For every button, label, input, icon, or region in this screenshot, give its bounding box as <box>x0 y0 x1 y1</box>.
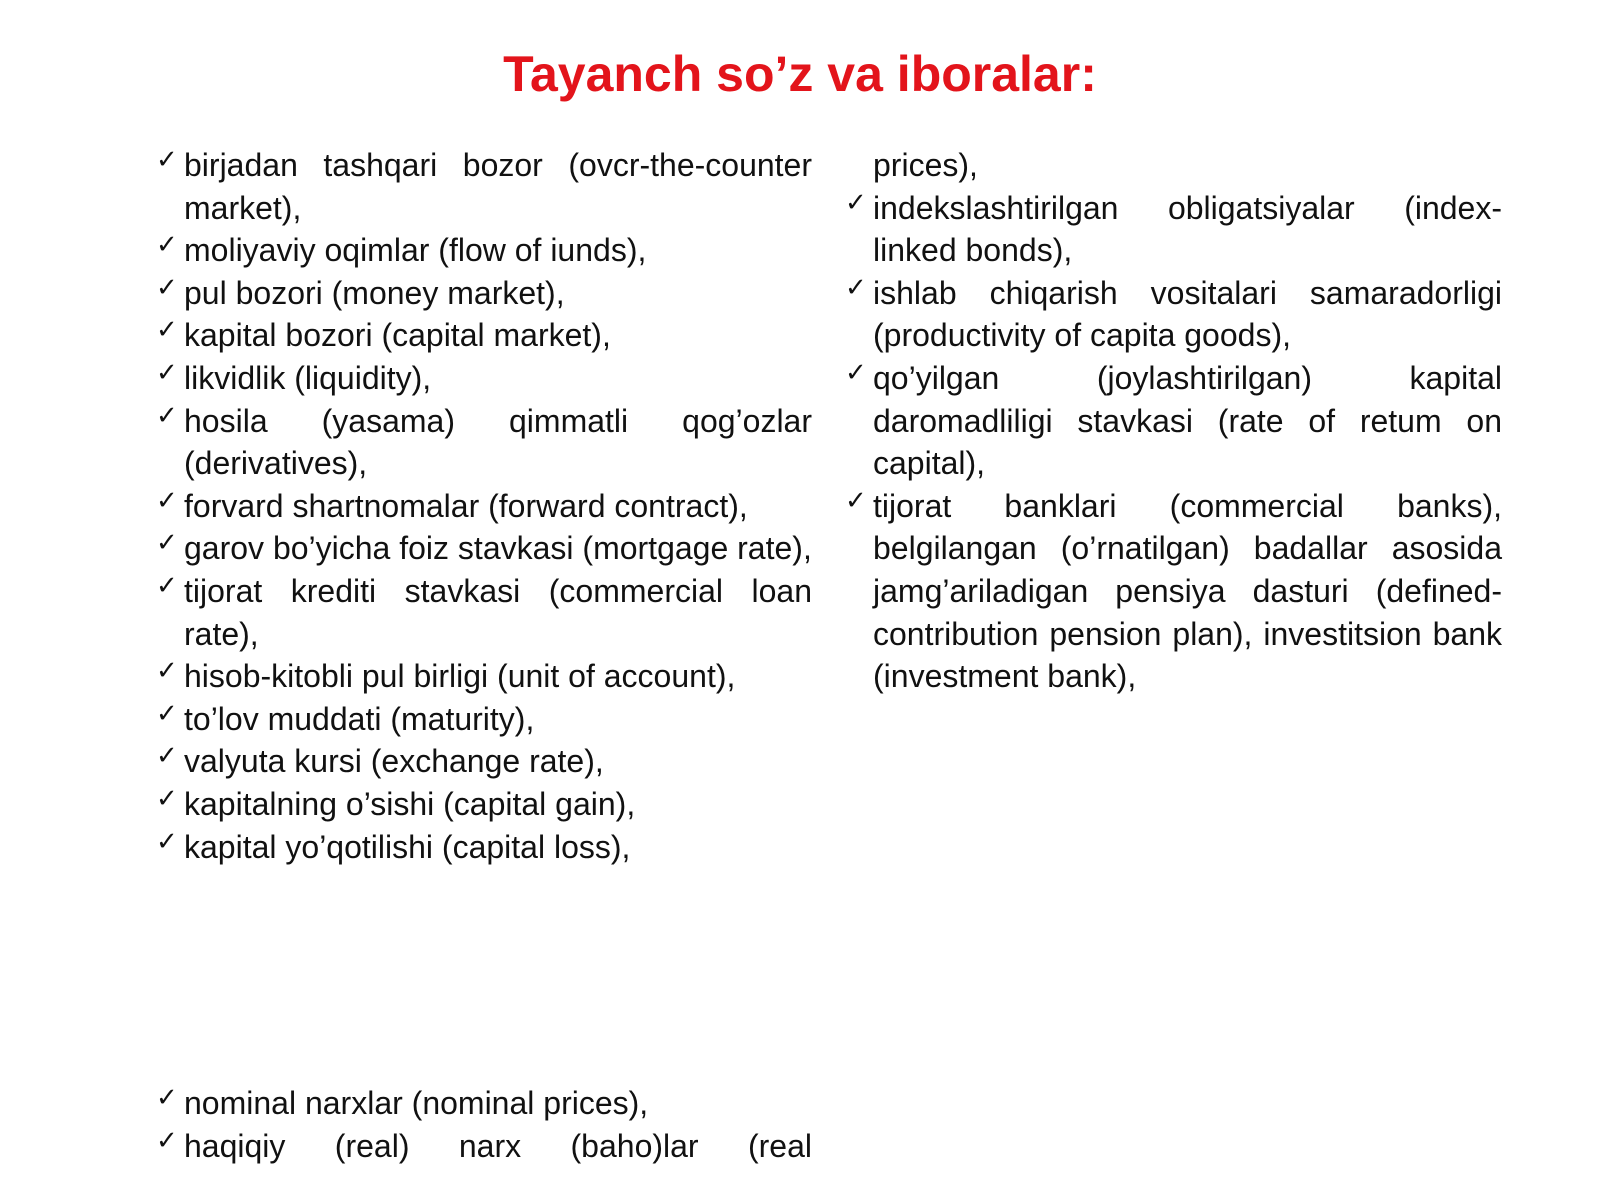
list-item-text: haqiqiy (real) narx (baho)lar (real <box>184 1127 812 1164</box>
checkmark-icon: ✓ <box>156 485 178 516</box>
list-item <box>156 655 812 698</box>
list-item <box>156 740 812 783</box>
right-term-list <box>845 144 1502 698</box>
list-item-text: hosila (yasama) qimmatli qog’ozlar (derivatives), <box>184 402 812 482</box>
list-item <box>156 527 812 570</box>
list-item-text: tijorat banklari (commercial banks), belgilangan (o’rnatilgan) badallar asosida jamg’ariladigan pensiya dasturi (defined-contribution pension plan), investitsion bank (investment bank), <box>873 487 1502 695</box>
left-term-list <box>156 144 812 868</box>
list-item-text: qo’yilgan (joylashtirilgan) kapital daromadliligi stavkasi (rate of retum on capital), <box>873 359 1502 482</box>
checkmark-icon: ✓ <box>156 1083 178 1113</box>
list-item-text: kapital bozori (capital market), <box>184 317 611 354</box>
list-item-text: indekslashtirilgan obligatsiyalar (index-linked bonds), <box>873 189 1502 269</box>
list-item <box>156 698 812 741</box>
list-item <box>845 187 1502 272</box>
checkmark-icon: ✓ <box>845 357 867 388</box>
list-item-text: kapital yo’qotilishi (capital loss), <box>184 828 631 865</box>
checkmark-icon: ✓ <box>156 741 178 772</box>
checkmark-icon: ✓ <box>156 528 178 559</box>
list-item-text: valyuta kursi (exchange rate), <box>184 743 604 780</box>
list-item-text: tijorat krediti stavkasi (commercial loan rate), <box>184 572 812 652</box>
list-item-text: to’lov muddati (maturity), <box>184 700 535 737</box>
list-item <box>845 357 1502 485</box>
list-item <box>156 314 812 357</box>
list-item <box>156 485 812 528</box>
list-item-text: forvard shartnomalar (forward contract), <box>184 487 748 524</box>
list-item <box>156 826 812 869</box>
checkmark-icon: ✓ <box>156 783 178 814</box>
checkmark-icon: ✓ <box>845 272 867 303</box>
checkmark-icon: ✓ <box>156 357 178 388</box>
checkmark-icon: ✓ <box>156 230 178 261</box>
list-item-text: pul bozori (money market), <box>184 274 565 311</box>
list-item <box>156 272 812 315</box>
slide-title: Tayanch so’z va iboralar: <box>503 46 1097 102</box>
list-item <box>156 570 812 655</box>
checkmark-icon: ✓ <box>156 656 178 687</box>
checkmark-icon: ✓ <box>156 698 178 729</box>
list-item-continuation <box>845 144 1502 187</box>
checkmark-icon: ✓ <box>156 400 178 431</box>
list-item-text: kapitalning o’sishi (capital gain), <box>184 785 636 822</box>
list-item <box>156 229 812 272</box>
list-item-text: nominal narxlar (nominal prices), <box>184 1085 649 1121</box>
list-item <box>156 783 812 826</box>
list-item <box>845 485 1502 698</box>
list-item-text: prices), <box>873 147 978 183</box>
list-item <box>845 272 1502 357</box>
list-item <box>156 357 812 400</box>
checkmark-icon: ✓ <box>845 485 867 516</box>
list-item-text: moliyaviy oqimlar (flow of iunds), <box>184 232 647 269</box>
list-item <box>156 400 812 485</box>
list-item <box>156 1125 812 1168</box>
checkmark-icon: ✓ <box>156 145 178 175</box>
checkmark-icon: ✓ <box>845 187 867 218</box>
checkmark-icon: ✓ <box>156 272 178 303</box>
list-item-text: birjadan tashqari bozor (ovcr-the-counter market), <box>184 147 812 226</box>
list-item-text: garov bo’yicha foiz stavkasi (mortgage rate), <box>184 530 812 567</box>
list-item-text: likvidlik (liquidity), <box>184 359 432 396</box>
left-term-list-bottom <box>156 1082 812 1167</box>
checkmark-icon: ✓ <box>156 1125 178 1156</box>
checkmark-icon: ✓ <box>156 826 178 857</box>
list-item <box>156 144 812 229</box>
checkmark-icon: ✓ <box>156 315 178 346</box>
list-item-text: ishlab chiqarish vositalari samaradorligi (productivity of capita goods), <box>873 274 1502 354</box>
checkmark-icon: ✓ <box>156 570 178 601</box>
list-item <box>156 1082 812 1125</box>
list-item-text: hisob-kitobli pul birligi (unit of account), <box>184 658 736 695</box>
